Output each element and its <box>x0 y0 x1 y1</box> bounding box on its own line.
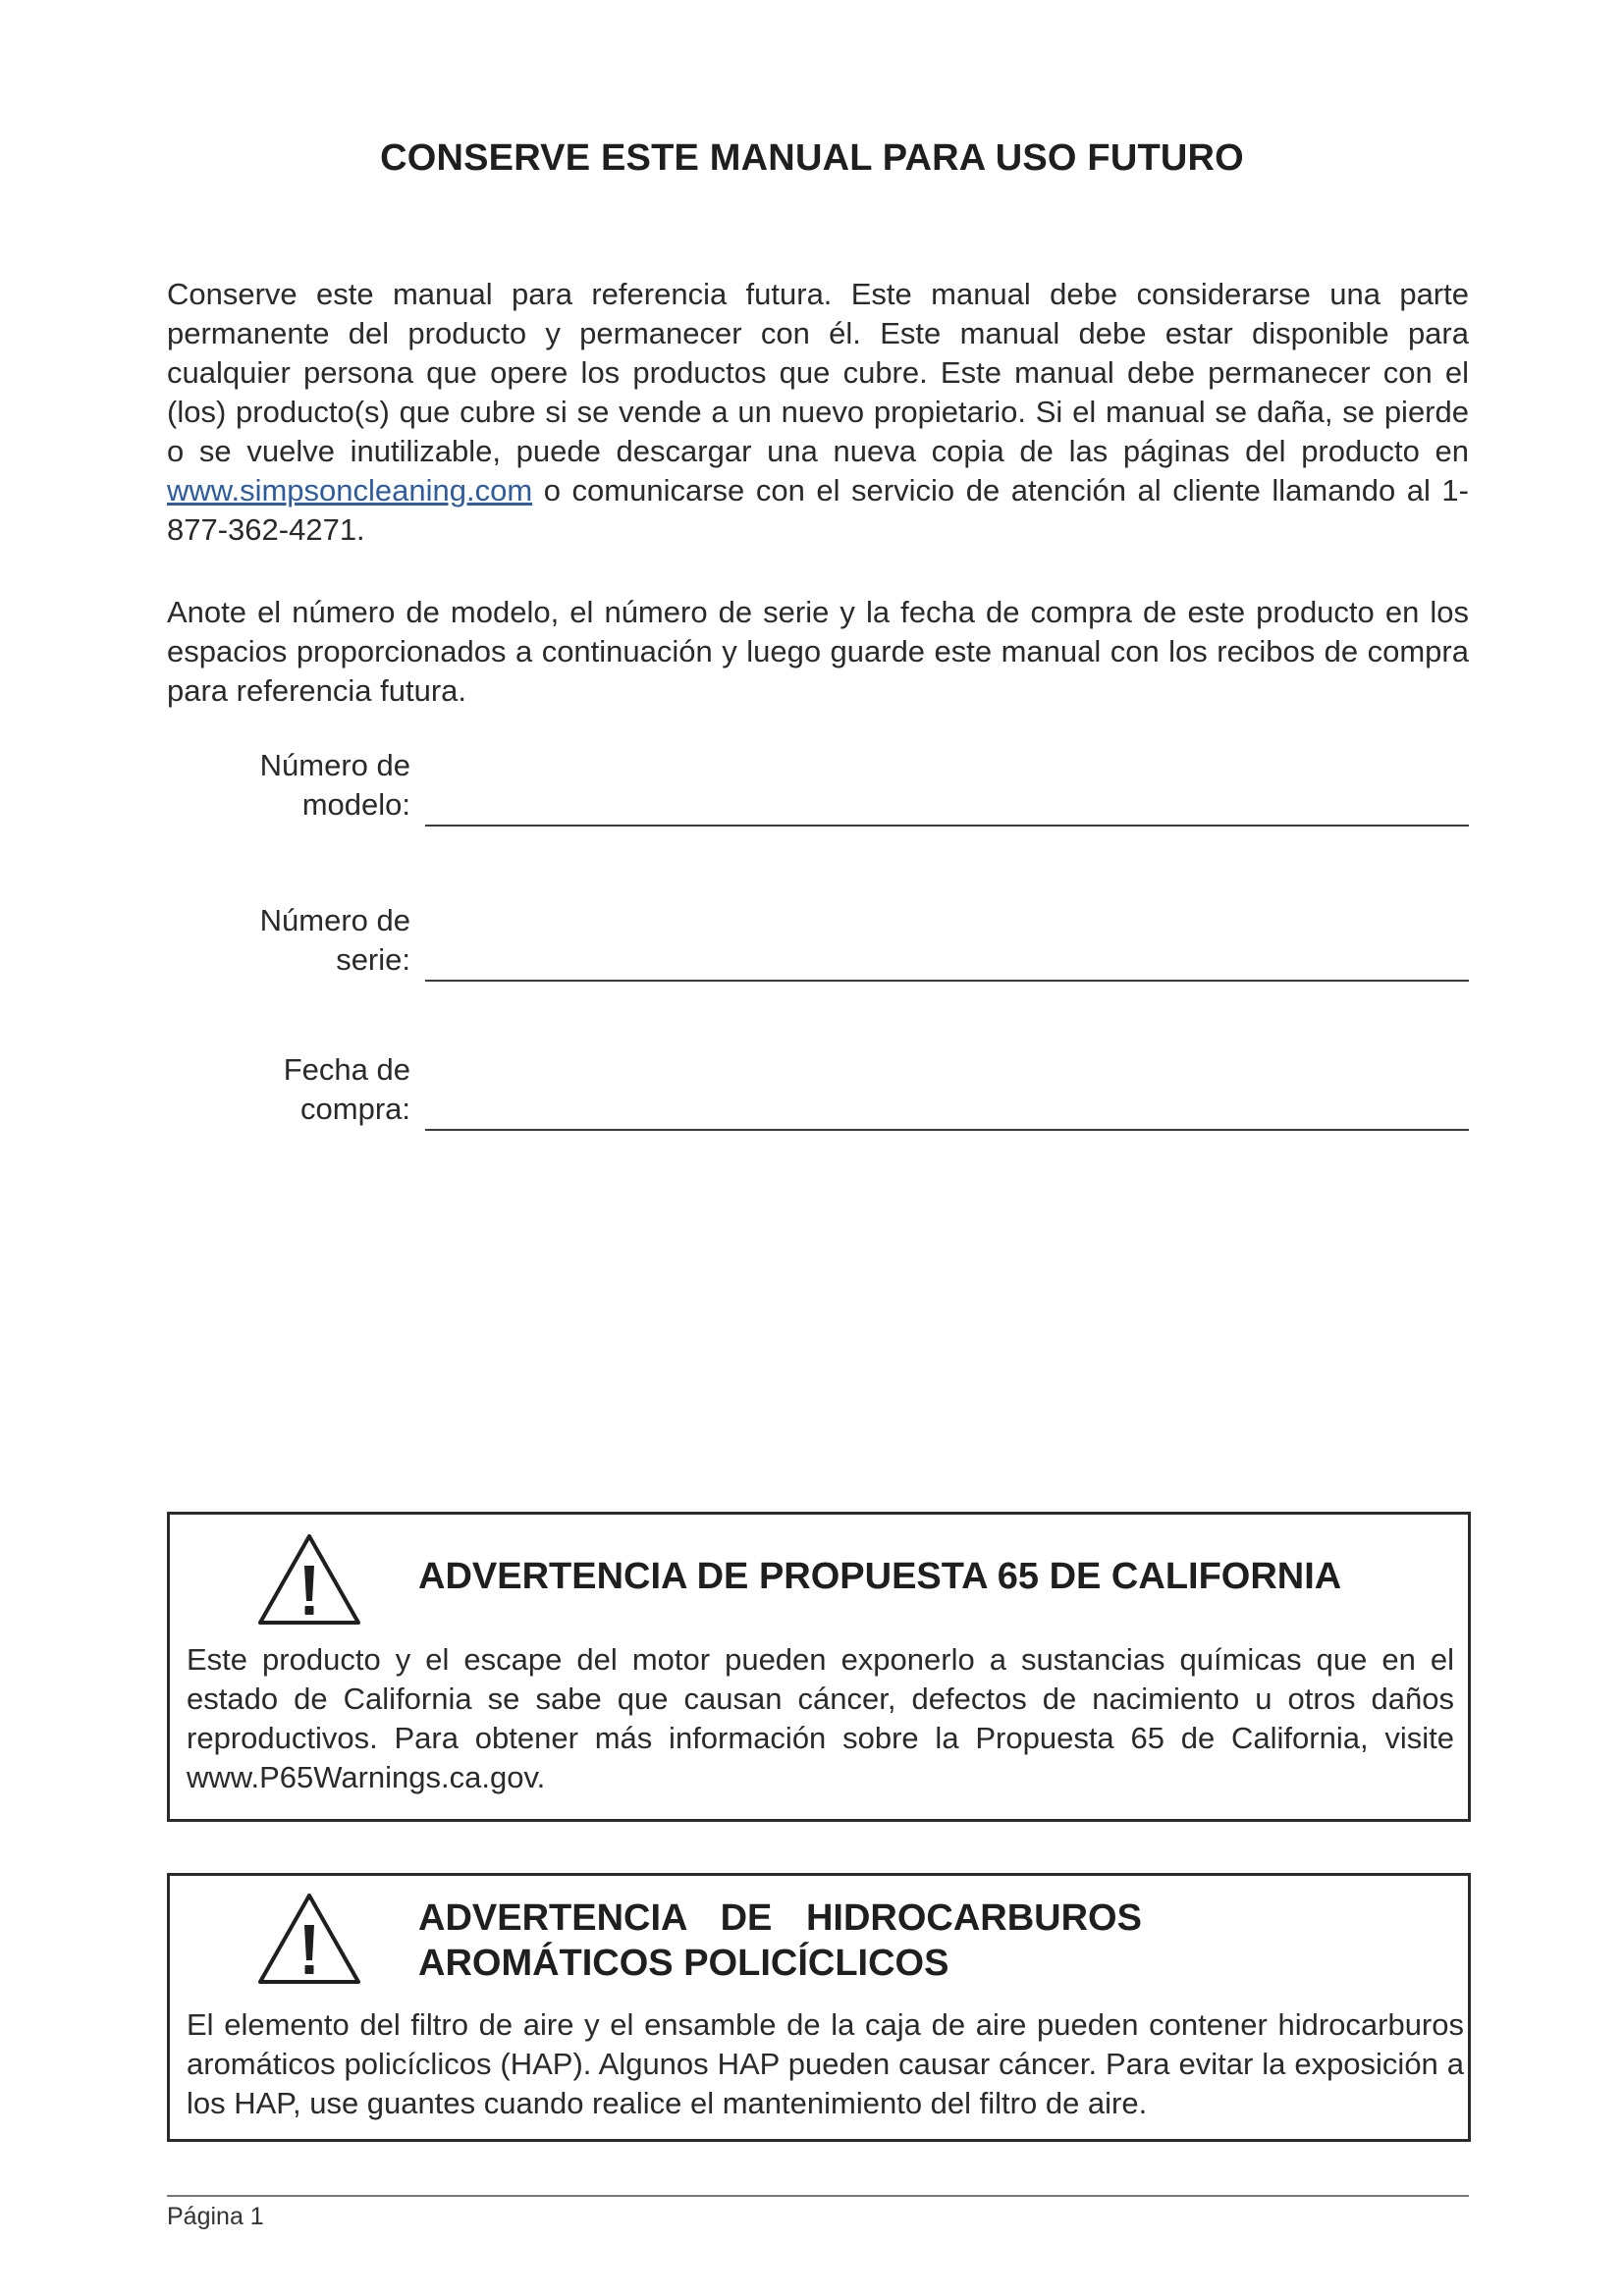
serial-number-label <box>167 901 410 980</box>
serial-number-label-line1: Número de <box>259 903 410 937</box>
intro-paragraph <box>167 275 1469 550</box>
model-number-line[interactable] <box>425 825 1469 827</box>
pah-warning-title-line1: ADVERTENCIA DE HIDROCARBUROS <box>418 1897 1142 1939</box>
serial-number-label-line2: serie: <box>336 942 410 977</box>
website-link[interactable]: www.simpsoncleaning.com <box>167 473 533 507</box>
purchase-date-label-line1: Fecha de <box>283 1052 410 1087</box>
model-number-label-line2: modelo: <box>301 787 410 822</box>
purchase-date-label-line2: compra: <box>300 1092 410 1126</box>
intro-text-end: o comunicarse con el servicio de atención al cliente llamando al 1-877-362-4271. <box>167 473 1469 547</box>
purchase-date-line[interactable] <box>425 1129 1469 1131</box>
warning-triangle-icon <box>256 1892 362 1986</box>
model-number-label-line1: Número de <box>259 748 410 782</box>
prop65-warning-box <box>167 1512 1471 1822</box>
purchase-date-field <box>167 1050 1469 1139</box>
model-number-field <box>167 746 1469 834</box>
pah-warning-title-line2: AROMÁTICOS POLICÍCLICOS <box>418 1943 949 1984</box>
serial-number-field <box>167 901 1469 989</box>
prop65-warning-text: Este producto y el escape del motor pueden exponerlo a sustancias químicas que en el estado de California se sabe que causan cáncer, defectos de nacimiento u otros daños reproductivos. Para obtener más información sobre la Propuesta 65 de California, visite www.P65Warnings.ca.gov. <box>187 1642 1454 1794</box>
page-title: CONSERVE ESTE MANUAL PARA USO FUTURO <box>380 137 1244 179</box>
purchase-date-label <box>167 1050 410 1129</box>
footer-divider <box>167 2195 1469 2197</box>
record-instructions-paragraph: Anote el número de modelo, el número de serie y la fecha de compra de este producto en los espacios proporcionados a continuación y luego guarde este manual con los recibos de compra para referencia futura. <box>167 595 1469 708</box>
pah-warning-text: El elemento del filtro de aire y el ensamble de la caja de aire pueden contener hidrocarburos aromáticos policíclicos (HAP). Algunos HAP pueden causar cáncer. Para evitar la exposición a los HAP, use guantes cuando realice el mantenimiento del filtro de aire. <box>187 2007 1464 2120</box>
warning-triangle-icon <box>256 1532 362 1627</box>
model-number-label <box>167 746 410 825</box>
prop65-warning-title-line1: ADVERTENCIA DE PROPUESTA 65 DE CALIFORNIA <box>418 1556 1342 1597</box>
serial-number-line[interactable] <box>425 980 1469 982</box>
pah-warning-box <box>167 1873 1471 2142</box>
pah-warning-title <box>418 1896 1409 1986</box>
intro-text-start: Conserve este manual para referencia futura. Este manual debe considerarse una parte permanente del producto y permanecer con él. Este manual debe estar disponible para cualquier persona que opere los productos que cubre. Este manual debe permanecer con el (los) producto(s) que cubre si se vende a un nuevo propietario. Si el manual se daña, se pierde o se vuelve inutilizable, puede descargar una nueva copia de las páginas del producto en <box>167 277 1469 468</box>
page-number: Página 1 <box>167 2203 264 2230</box>
prop65-warning-title <box>418 1554 1409 1599</box>
